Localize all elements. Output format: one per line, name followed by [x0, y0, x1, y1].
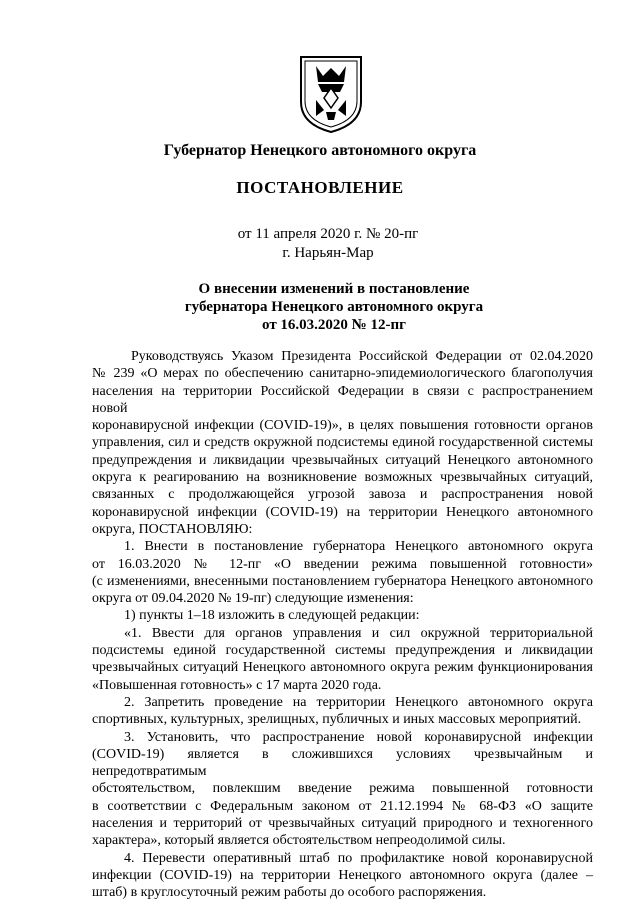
body-line: чрезвычайных ситуаций Ненецкого автономного округа режим функционирования	[92, 660, 593, 676]
body-line: 2. Запретить проведение на территории Ненецкого автономного округа	[124, 694, 593, 710]
body-line: 1. Внести в постановление губернатора Ненецкого автономного округа	[124, 539, 593, 555]
body-line: коронавирусной инфекции (COVID-19)», в целях повышения готовности органов	[92, 418, 593, 434]
body-line: 3. Установить, что распространение новой коронавирусной инфекции	[124, 729, 593, 745]
body-line: управления, сил и средств окружной подсистемы единой государственной системы	[92, 435, 593, 451]
body-line: подсистемы единой государственной системы предупреждения и ликвидации	[92, 643, 593, 659]
subject-line-2: губернатора Ненецкого автономного округа	[184, 299, 484, 315]
body-line: 1) пункты 1–18 изложить в следующей редакции:	[124, 608, 420, 624]
body-line: от 16.03.2020 № 12-пг «О введении режима повышенной готовности»	[92, 556, 593, 572]
body-line: обстоятельством, повлекшим введение режима повышенной готовности	[92, 781, 593, 797]
body-line: Руководствуясь Указом Президента Российской Федерации от 02.04.2020	[131, 349, 593, 364]
body-line: округа от 09.04.2020 № 19-пг) следующие изменения:	[92, 591, 414, 607]
body-line: «1. Ввести для органов управления и сил окружной территориальной	[124, 625, 593, 641]
body-line: коронавирусной инфекции (COVID-19) на территории Ненецкого автономного	[92, 504, 593, 520]
document-body	[92, 348, 593, 902]
governor-title: Губернатор Ненецкого автономного округа	[163, 142, 477, 159]
body-line: № 239 «О мерах по обеспечению санитарно-эпидемиологического благополучия	[92, 366, 593, 382]
coat-of-arms-emblem	[296, 54, 366, 134]
body-line: спортивных, культурных, зрелищных, публичных и иных массовых мероприятий.	[92, 712, 582, 728]
body-line: предупреждения и ликвидации чрезвычайных ситуаций Ненецкого автономного	[92, 452, 593, 468]
body-line: связанных с продолжающейся угрозой завоза и распространения новой	[92, 487, 593, 503]
body-line: штаб) в круглосуточный режим работы до особого распоряжения.	[92, 885, 487, 901]
document-type: ПОСТАНОВЛЕНИЕ	[236, 178, 404, 197]
body-line: округа, ПОСТАНОВЛЯЮ:	[92, 521, 253, 537]
body-line: «Повышенная готовность» с 17 марта 2020 года.	[92, 677, 382, 693]
body-line: инфекции (COVID-19) на территории Ненецкого автономного округа (далее –	[92, 867, 593, 883]
body-line: в соответствии с Федеральным законом от 21.12.1994 № 68-ФЗ «О защите	[92, 798, 593, 814]
body-line: характера», который является обстоятельством непреодолимой силы.	[92, 833, 506, 849]
body-line: 4. Перевести оперативный штаб по профилактике новой коронавирусной	[124, 850, 593, 866]
document-city: г. Нарьян-Мар	[282, 245, 374, 261]
subject-line-1: О внесении изменений в постановление	[198, 281, 470, 297]
body-line: (COVID-19) является в сложившихся условиях чрезвычайным и непредотвратимым	[92, 746, 593, 780]
body-line: (с изменениями, внесенными постановлением губернатора Ненецкого автономного	[92, 573, 593, 589]
document-date-number: от 11 апреля 2020 г. № 20-пг	[237, 226, 419, 242]
body-line: населения на территории Российской Федерации в связи с распространением новой	[92, 383, 593, 416]
body-line: населения и территорий от чрезвычайных ситуаций природного и техногенного	[92, 816, 593, 832]
subject-line-3: от 16.03.2020 № 12-пг	[262, 317, 406, 333]
body-line: округа к реагированию на возникновение возможных чрезвычайных ситуаций,	[92, 470, 593, 486]
